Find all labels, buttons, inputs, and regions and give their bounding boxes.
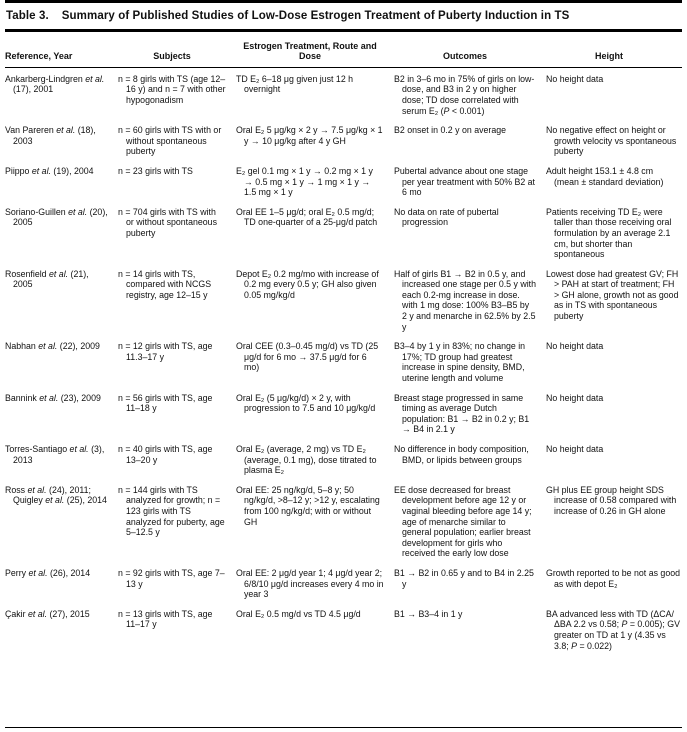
cell-subjects: n = 144 girls with TS analyzed for growth; n = 123 girls with TS analyzed for puberty, age 5–12.5 y: [118, 484, 225, 538]
cell-reference: Torres-Santiago et al. (3), 2013: [5, 444, 105, 465]
cell-treatment: Oral E₂ 5 μg/kg × 2 y → 7.5 μg/kg × 1 y → 10 μg/kg after 4 y GH: [236, 125, 383, 146]
cell-reference: Perry et al. (26), 2014: [5, 567, 91, 578]
cell-treatment: Oral E₂ 0.5 mg/d vs TD 4.5 μg/d: [236, 608, 361, 619]
table-title-label: Table 3.: [6, 10, 49, 22]
cell-height: No height data: [546, 444, 604, 455]
cell-reference: Rosenfield et al. (21), 2005: [5, 268, 89, 290]
cell-treatment: TD E₂ 6–18 μg given just 12 h overnight: [236, 73, 354, 95]
column-header-height: Height: [595, 51, 623, 61]
cell-subjects: n = 704 girls with TS with or without spontaneous puberty: [118, 206, 217, 238]
cell-height: Growth reported to be not as good as with depot E₂: [546, 567, 680, 589]
table-row: [5, 485, 682, 559]
cell-reference: Soriano-Guillen et al. (20), 2005: [5, 206, 108, 228]
cell-treatment: E₂ gel 0.1 mg × 1 y → 0.2 mg × 1 y → 0.5 mg × 1 y → 1 mg × 1 y → 1.5 mg × 1 y: [236, 165, 373, 198]
cell-treatment: Oral E₂ (average, 2 mg) vs TD E₂ (average, 0.1 mg), dose titrated to plasma E₂: [236, 444, 377, 476]
cell-subjects: n = 8 girls with TS (age 12–16 y) and n = 7 with other hypogonadism: [118, 73, 226, 105]
cell-outcomes: B2 onset in 0.2 y on average: [394, 125, 506, 136]
cell-subjects: n = 14 girls with TS, compared with NCGS registry, age 12–15 y: [118, 268, 212, 300]
cell-subjects: n = 23 girls with TS: [118, 165, 193, 176]
table-title: [5, 3, 682, 29]
cell-reference: Bannink et al. (23), 2009: [5, 392, 101, 403]
cell-subjects: n = 56 girls with TS, age 11–18 y: [118, 392, 213, 414]
cell-reference: Van Pareren et al. (18), 2003: [5, 125, 96, 146]
table-body: [5, 68, 682, 651]
cell-treatment: Oral EE: 25 ng/kg/d, 5–8 y; 50 ng/kg/d, >8–12 y; >12 y, escalating from 100 ng/kg/d; with or without GH: [236, 484, 380, 527]
cell-reference: Çakir et al. (27), 2015: [5, 608, 90, 619]
table-row: [5, 609, 682, 651]
table-row: [5, 207, 682, 260]
column-header-treatment: Estrogen Treatment, Route and Dose: [243, 40, 377, 61]
cell-height: No height data: [546, 341, 604, 352]
cell-treatment: Depot E₂ 0.2 mg/mo with increase of 0.2 mg every 0.5 y; GH also given 0.05 mg/kg/d: [236, 268, 379, 300]
cell-treatment: Oral E₂ (5 μg/kg/d) × 2 y, with progression to 7.5 and 10 μg/kg/d: [236, 392, 376, 414]
cell-subjects: n = 12 girls with TS, age 11.3–17 y: [118, 341, 213, 362]
cell-subjects: n = 13 girls with TS, age 11–17 y: [118, 608, 213, 630]
cell-outcomes: No data on rate of pubertal progression: [394, 206, 499, 228]
cell-height: GH plus EE group height SDS increase of 0.58 compared with increase of 0.26 in GH alone: [546, 484, 677, 516]
table-row: [5, 444, 682, 476]
table-row: [5, 269, 682, 333]
cell-treatment: Oral EE: 2 μg/d year 1; 4 μg/d year 2; 6/8/10 μg/d increases every 4 mo in year 3: [236, 567, 384, 600]
bottom-rule: [5, 727, 682, 728]
cell-subjects: n = 60 girls with TS with or without spontaneous puberty: [118, 125, 222, 157]
cell-outcomes: Pubertal advance about one stage per year treatment with 50% B2 at 6 mo: [394, 165, 535, 198]
cell-reference: Piippo et al. (19), 2004: [5, 165, 94, 176]
table-title-text: Summary of Published Studies of Low-Dose Estrogen Treatment of Puberty Induction in TS: [61, 10, 570, 22]
table-row: [5, 125, 682, 157]
table-row: [5, 341, 682, 383]
cell-height: Adult height 153.1 ± 4.8 cm (mean ± standard deviation): [546, 165, 664, 187]
cell-height: BA advanced less with TD (ΔCA/ΔBA 2.2 vs 0.58; P = 0.005); GV greater on TD at 1 y (4.35 vs 3.8; P = 0.022): [546, 608, 680, 651]
cell-outcomes: EE dose decreased for breast development before age 12 y or vaginal bleeding before age 14 y; age of menarche similar to general population; earlier breast development for girls who received the early low dose: [394, 484, 532, 559]
column-header-subjects: Subjects: [153, 51, 191, 61]
table-header: [5, 32, 682, 67]
cell-height: Patients receiving TD E₂ were taller than those receiving oral formulation by an average 2.1 cm, but shorter than spontaneous: [546, 206, 672, 260]
cell-reference: Nabhan et al. (22), 2009: [5, 341, 100, 352]
cell-height: No negative effect on height or growth velocity vs spontaneous puberty: [546, 125, 677, 157]
cell-outcomes: B3–4 by 1 y in 83%; no change in 17%; TD group had greatest increase in spine density, BMD, uterine length and volume: [394, 341, 526, 384]
cell-treatment: Oral EE 1–5 μg/d; oral E₂ 0.5 mg/d; TD one-quarter of a 25-μg/d patch: [236, 206, 378, 228]
cell-reference: Ross et al. (24), 2011; Quigley et al. (25), 2014: [5, 484, 107, 506]
cell-outcomes: Breast stage progressed in same timing as average Dutch population: B1 → B2 in 0.2 y; B1 → B4 in 2.1 y: [394, 392, 530, 435]
cell-treatment: Oral CEE (0.3–0.45 mg/d) vs TD (25 μg/d for 6 mo → 37.5 μg/d for 6 mo): [236, 341, 379, 373]
column-header-outcomes: Outcomes: [442, 51, 487, 61]
cell-outcomes: B1 → B3–4 in 1 y: [394, 608, 463, 619]
cell-outcomes: B1 → B2 in 0.65 y and to B4 in 2.25 y: [394, 567, 534, 589]
cell-reference: Ankarberg-Lindgren et al. (17), 2001: [5, 73, 105, 95]
cell-subjects: n = 40 girls with TS, age 13–20 y: [118, 444, 213, 465]
cell-height: No height data: [546, 73, 604, 84]
table-row: [5, 166, 682, 198]
cell-height: Lowest dose had greatest GV; FH > PAH at start of treatment; FH > GH alone, growth not as good as in TS with spontaneous puberty: [546, 268, 679, 322]
table-row: [5, 74, 682, 116]
cell-outcomes: Half of girls B1 → B2 in 0.5 y, and increased one stage per 0.5 y with each 0.2-mg increase in dose. with 1 mg dose: 100% B3–B5 by 2 y and menarche in 62.5% by 2.5 y: [394, 268, 536, 332]
table-row: [5, 568, 682, 600]
cell-outcomes: B2 in 3–6 mo in 75% of girls on low-dose, and B3 in 2 y on higher dose; TD dose correlated with serum E₂ (P < 0.001): [394, 73, 535, 116]
cell-subjects: n = 92 girls with TS, age 7–13 y: [118, 567, 225, 589]
cell-height: No height data: [546, 392, 604, 403]
cell-outcomes: No difference in body composition, BMD, or lipids between groups: [394, 444, 529, 465]
column-header-reference: Reference, Year: [5, 51, 73, 61]
table-row: [5, 393, 682, 435]
